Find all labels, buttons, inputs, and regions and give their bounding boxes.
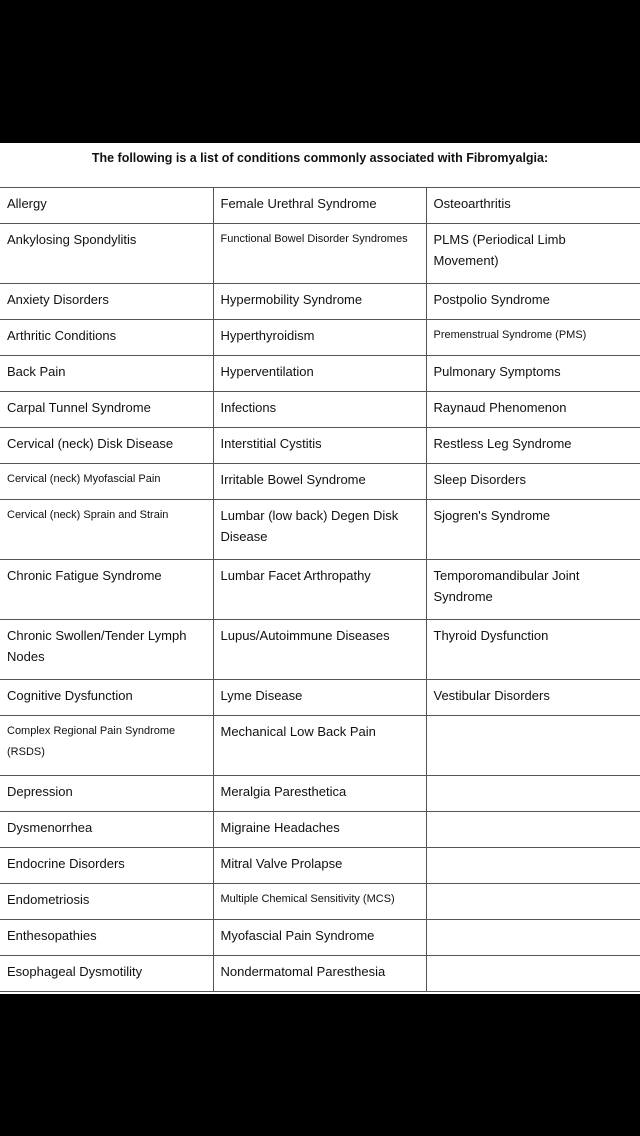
table-row — [0, 392, 640, 428]
table-row — [0, 716, 640, 776]
table-row — [0, 188, 640, 224]
table-row — [0, 320, 640, 356]
table-cell: Mechanical Low Back Pain — [213, 716, 426, 776]
bottom-black-bar — [0, 994, 640, 1136]
table-cell — [426, 848, 640, 884]
table-cell: Meralgia Paresthetica — [213, 776, 426, 812]
table-cell — [426, 776, 640, 812]
table-cell: Female Urethral Syndrome — [213, 188, 426, 224]
table-row — [0, 464, 640, 500]
table-cell: Sjogren's Syndrome — [426, 500, 640, 560]
table-cell: Raynaud Phenomenon — [426, 392, 640, 428]
table-cell: Lumbar Facet Arthropathy — [213, 560, 426, 620]
table-cell: Lyme Disease — [213, 680, 426, 716]
table-row — [0, 956, 640, 992]
table-cell — [426, 884, 640, 920]
table-cell: Enthesopathies — [0, 920, 213, 956]
table-cell: Allergy — [0, 188, 213, 224]
table-cell: Hyperthyroidism — [213, 320, 426, 356]
table-cell: Cervical (neck) Sprain and Strain — [0, 500, 213, 560]
table-cell: Cognitive Dysfunction — [0, 680, 213, 716]
table-row — [0, 356, 640, 392]
table-cell: Multiple Chemical Sensitivity (MCS) — [213, 884, 426, 920]
table-cell: Premenstrual Syndrome (PMS) — [426, 320, 640, 356]
table-cell: Ankylosing Spondylitis — [0, 224, 213, 284]
table-cell: Myofascial Pain Syndrome — [213, 920, 426, 956]
top-black-bar — [0, 0, 640, 143]
table-cell — [426, 956, 640, 992]
table-cell: Pulmonary Symptoms — [426, 356, 640, 392]
table-cell: PLMS (Periodical Limb Movement) — [426, 224, 640, 284]
table-cell — [426, 812, 640, 848]
table-cell: Lumbar (low back) Degen Disk Disease — [213, 500, 426, 560]
table-cell: Thyroid Dysfunction — [426, 620, 640, 680]
table-row — [0, 680, 640, 716]
table-cell: Vestibular Disorders — [426, 680, 640, 716]
table-cell: Chronic Fatigue Syndrome — [0, 560, 213, 620]
conditions-table — [0, 187, 640, 992]
table-cell: Cervical (neck) Disk Disease — [0, 428, 213, 464]
table-cell: Postpolio Syndrome — [426, 284, 640, 320]
table-cell: Back Pain — [0, 356, 213, 392]
table-cell: Endocrine Disorders — [0, 848, 213, 884]
table-row — [0, 224, 640, 284]
table-cell: Chronic Swollen/Tender Lymph Nodes — [0, 620, 213, 680]
table-row — [0, 560, 640, 620]
table-row — [0, 620, 640, 680]
table-row — [0, 428, 640, 464]
table-cell: Endometriosis — [0, 884, 213, 920]
table-cell: Mitral Valve Prolapse — [213, 848, 426, 884]
table-cell: Carpal Tunnel Syndrome — [0, 392, 213, 428]
table-cell: Interstitial Cystitis — [213, 428, 426, 464]
table-cell: Cervical (neck) Myofascial Pain — [0, 464, 213, 500]
table-cell: Sleep Disorders — [426, 464, 640, 500]
table-cell: Dysmenorrhea — [0, 812, 213, 848]
table-cell: Osteoarthritis — [426, 188, 640, 224]
table-cell: Lupus/Autoimmune Diseases — [213, 620, 426, 680]
table-row — [0, 284, 640, 320]
table-row — [0, 920, 640, 956]
table-cell: Temporomandibular Joint Syndrome — [426, 560, 640, 620]
table-cell: Functional Bowel Disorder Syndromes — [213, 224, 426, 284]
document-title: The following is a list of conditions commonly associated with Fibromyalgia: — [91, 151, 549, 165]
table-cell: Depression — [0, 776, 213, 812]
table-cell: Migraine Headaches — [213, 812, 426, 848]
table-row — [0, 884, 640, 920]
table-cell: Anxiety Disorders — [0, 284, 213, 320]
table-row — [0, 500, 640, 560]
table-cell — [426, 716, 640, 776]
table-cell: Hyperventilation — [213, 356, 426, 392]
table-cell: Irritable Bowel Syndrome — [213, 464, 426, 500]
table-cell — [426, 920, 640, 956]
table-cell: Complex Regional Pain Syndrome (RSDS) — [0, 716, 213, 776]
table-cell: Restless Leg Syndrome — [426, 428, 640, 464]
table-cell: Nondermatomal Paresthesia — [213, 956, 426, 992]
table-cell: Hypermobility Syndrome — [213, 284, 426, 320]
table-cell: Arthritic Conditions — [0, 320, 213, 356]
document-page — [0, 143, 640, 994]
table-cell: Esophageal Dysmotility — [0, 956, 213, 992]
table-row — [0, 848, 640, 884]
table-row — [0, 812, 640, 848]
table-cell: Infections — [213, 392, 426, 428]
table-row — [0, 776, 640, 812]
